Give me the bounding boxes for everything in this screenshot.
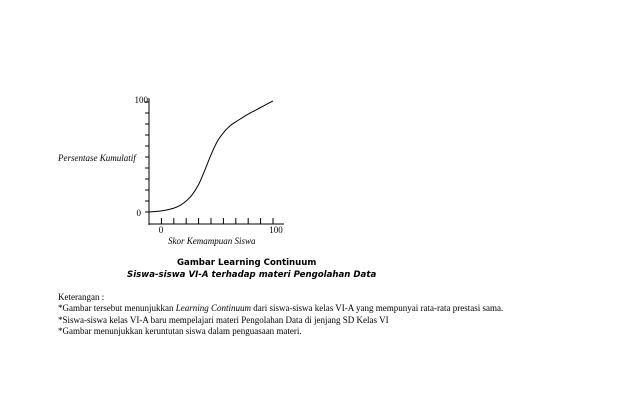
notes-heading: Keterangan :	[58, 292, 105, 302]
note-line-1	[58, 303, 503, 314]
figure-caption-subtitle: Siswa-siswa VI-A terhadap materi Pengolahan Data	[127, 270, 377, 280]
note-line-2: *Siswa-siswa kelas VI-A baru mempelajari materi Pengolahan Data di jenjang SD Kelas VI	[58, 314, 389, 325]
y-tick-label-100: 100	[134, 95, 148, 105]
x-axis-label: Skor Kemampuan Siswa	[168, 236, 256, 246]
y-axis-ticks	[145, 102, 149, 212]
x-axis-ticks	[149, 218, 273, 224]
y-axis-label: Persentase Kumulatif	[58, 153, 136, 163]
y-tick-label-0: 0	[136, 208, 141, 218]
learning-curve-line	[149, 101, 273, 212]
figure-caption-title: Gambar Learning Continuum	[177, 258, 317, 268]
note-line-3: *Gambar menunjukkan keruntutan siswa dalam penguasaan materi.	[58, 325, 302, 336]
note-line-1-emphasis: Learning Continuum	[175, 303, 251, 314]
x-tick-label-100: 100	[269, 225, 283, 235]
note-line-1-end: dari siswa-siswa kelas VI-A yang mempunyai rata-rata prestasi sama.	[250, 303, 504, 314]
note-line-1-start: *Gambar tersebut menunjukkan	[58, 303, 176, 314]
notes-block	[58, 292, 503, 337]
x-tick-label-0: 0	[158, 225, 164, 235]
